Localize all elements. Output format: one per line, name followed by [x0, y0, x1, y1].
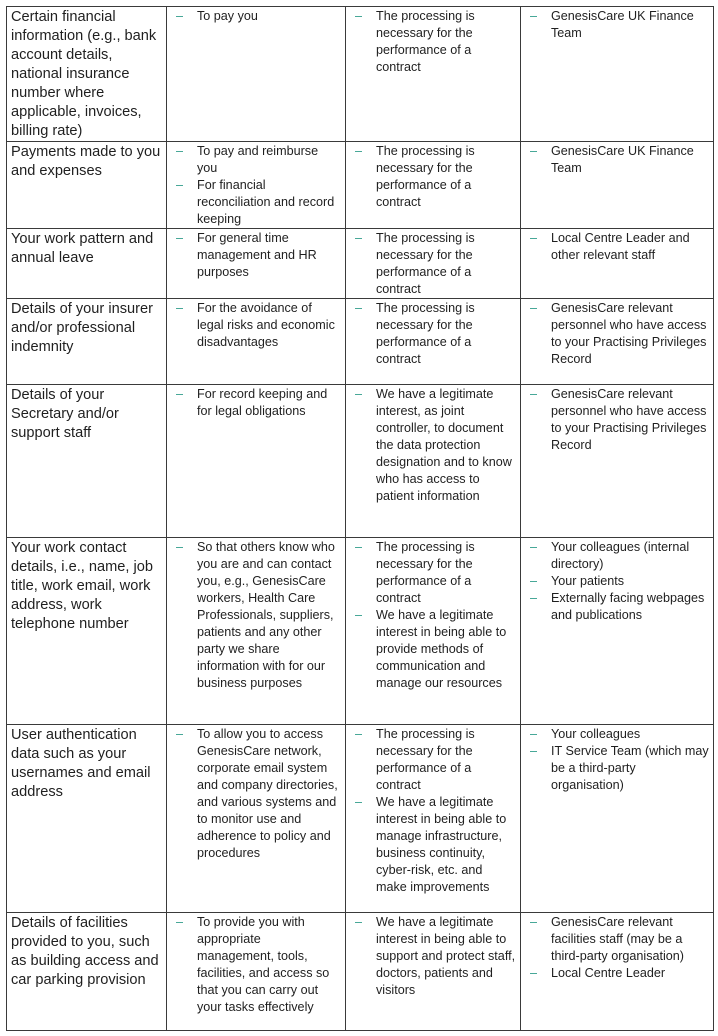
- list-item: – The processing is necessary for the performance of a contract: [350, 539, 516, 607]
- list-item: – GenesisCare relevant personnel who have access to your Practising Privileges Record: [525, 386, 709, 454]
- table-row: [7, 538, 714, 725]
- purpose-cell: [167, 7, 346, 142]
- list-item: – To pay and reimburse you: [171, 143, 341, 177]
- table-row: [7, 229, 714, 299]
- table-row: [7, 7, 714, 142]
- list-item: – The processing is necessary for the performance of a contract: [350, 726, 516, 794]
- legal-basis-cell: [346, 385, 521, 538]
- purpose-cell: [167, 142, 346, 229]
- table-row: [7, 142, 714, 229]
- data-category-cell: Certain financial information (e.g., bank account details, national insurance number where applicable, invoices, billing rate): [7, 7, 167, 142]
- list-item: – To pay you: [171, 8, 341, 25]
- purpose-cell: [167, 385, 346, 538]
- list-item: – The processing is necessary for the performance of a contract: [350, 8, 516, 76]
- legal-basis-cell: [346, 229, 521, 299]
- list-item: – We have a legitimate interest in being able to manage infrastructure, business continuity, cyber-risk, etc. and make improvements: [350, 794, 516, 896]
- recipients-cell: [521, 299, 714, 385]
- list-item: – For the avoidance of legal risks and economic disadvantages: [171, 300, 341, 351]
- data-category-cell: Details of your Secretary and/or support staff: [7, 385, 167, 538]
- recipients-cell: [521, 229, 714, 299]
- recipients-cell: [521, 538, 714, 725]
- purpose-cell: [167, 229, 346, 299]
- list-item: – Local Centre Leader and other relevant staff: [525, 230, 709, 264]
- recipients-cell: [521, 7, 714, 142]
- list-item: – The processing is necessary for the performance of a contract: [350, 300, 516, 368]
- legal-basis-cell: [346, 913, 521, 1031]
- data-processing-table: [6, 6, 714, 1031]
- list-item: – We have a legitimate interest in being able to provide methods of communication and manage our resources: [350, 607, 516, 692]
- list-item: – Your colleagues: [525, 726, 709, 743]
- recipients-cell: [521, 913, 714, 1031]
- list-item: – Externally facing webpages and publications: [525, 590, 709, 624]
- recipients-cell: [521, 725, 714, 913]
- list-item: – We have a legitimate interest, as joint controller, to document the data protection designation and to know who has access to patient information: [350, 386, 516, 505]
- purpose-cell: [167, 725, 346, 913]
- list-item: – We have a legitimate interest in being able to support and protect staff, doctors, patients and visitors: [350, 914, 516, 999]
- recipients-cell: [521, 385, 714, 538]
- legal-basis-cell: [346, 538, 521, 725]
- list-item: – IT Service Team (which may be a third-party organisation): [525, 743, 709, 794]
- list-item: – GenesisCare UK Finance Team: [525, 143, 709, 177]
- list-item: – Your patients: [525, 573, 709, 590]
- legal-basis-cell: [346, 725, 521, 913]
- data-category-cell: Your work contact details, i.e., name, job title, work email, work address, work telephone number: [7, 538, 167, 725]
- legal-basis-cell: [346, 142, 521, 229]
- purpose-cell: [167, 299, 346, 385]
- legal-basis-cell: [346, 299, 521, 385]
- purpose-cell: [167, 538, 346, 725]
- list-item: – For general time management and HR purposes: [171, 230, 341, 281]
- table-row: [7, 299, 714, 385]
- data-category-cell: Your work pattern and annual leave: [7, 229, 167, 299]
- data-category-cell: Payments made to you and expenses: [7, 142, 167, 229]
- recipients-cell: [521, 142, 714, 229]
- data-category-cell: User authentication data such as your usernames and email address: [7, 725, 167, 913]
- list-item: – The processing is necessary for the performance of a contract: [350, 143, 516, 211]
- list-item: – GenesisCare relevant facilities staff (may be a third-party organisation): [525, 914, 709, 965]
- table-row: [7, 913, 714, 1031]
- list-item: – GenesisCare UK Finance Team: [525, 8, 709, 42]
- list-item: – For record keeping and for legal obligations: [171, 386, 341, 420]
- table-row: [7, 725, 714, 913]
- list-item: – Local Centre Leader: [525, 965, 709, 982]
- list-item: – GenesisCare relevant personnel who have access to your Practising Privileges Record: [525, 300, 709, 368]
- legal-basis-cell: [346, 7, 521, 142]
- list-item: – So that others know who you are and can contact you, e.g., GenesisCare workers, Health Care Professionals, suppliers, patients and any other party we share information with for our business purposes: [171, 539, 341, 692]
- table-row: [7, 385, 714, 538]
- list-item: – For financial reconciliation and record keeping: [171, 177, 341, 228]
- list-item: – To provide you with appropriate management, tools, facilities, and access so that you can carry out your tasks effectively: [171, 914, 341, 1016]
- data-category-cell: Details of your insurer and/or professional indemnity: [7, 299, 167, 385]
- data-category-cell: Details of facilities provided to you, such as building access and car parking provision: [7, 913, 167, 1031]
- list-item: – Your colleagues (internal directory): [525, 539, 709, 573]
- purpose-cell: [167, 913, 346, 1031]
- list-item: – To allow you to access GenesisCare network, corporate email system and company directories, and various systems and to monitor use and adherence to policy and procedures: [171, 726, 341, 862]
- list-item: – The processing is necessary for the performance of a contract: [350, 230, 516, 298]
